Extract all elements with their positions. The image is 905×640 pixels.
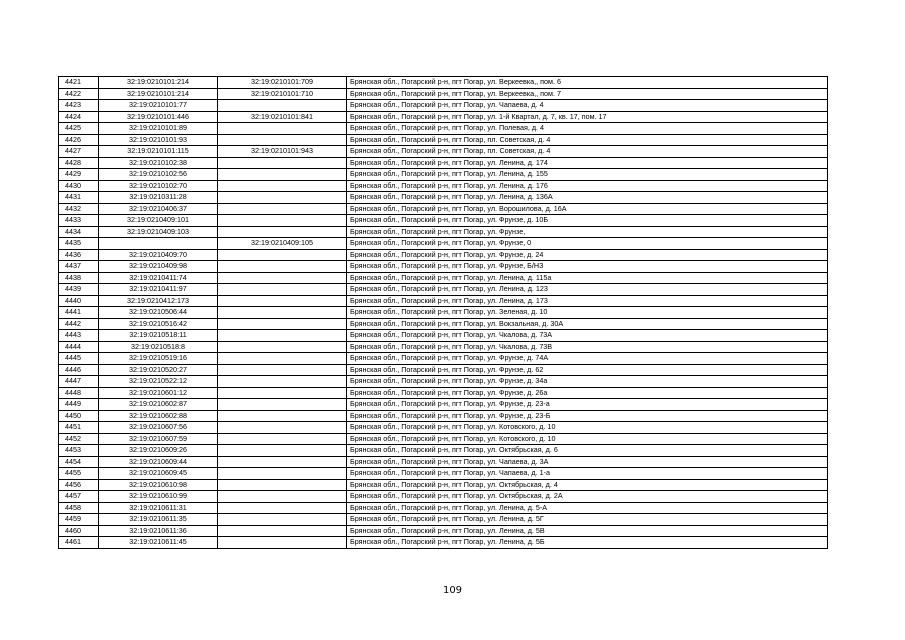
row-number-cell: 4433 bbox=[59, 215, 99, 227]
object-number-cell bbox=[218, 341, 347, 353]
cadastral-number-cell: 32:19:0210609:44 bbox=[99, 456, 218, 468]
table-row bbox=[59, 192, 828, 204]
row-number-cell: 4424 bbox=[59, 111, 99, 123]
cadastral-number-cell: 32:19:0210102:70 bbox=[99, 180, 218, 192]
object-number-cell bbox=[218, 410, 347, 422]
object-number-cell bbox=[218, 203, 347, 215]
row-number-cell: 4453 bbox=[59, 445, 99, 457]
object-number-cell bbox=[218, 479, 347, 491]
row-number-cell: 4459 bbox=[59, 514, 99, 526]
address-cell: Брянская обл., Погарский р-н, пгт Погар, ул. Ленина, д. 155 bbox=[347, 169, 828, 181]
cadastral-number-cell: 32:19:0210101:115 bbox=[99, 146, 218, 158]
address-cell: Брянская обл., Погарский р-н, пгт Погар, ул. Ворошилова, д. 16А bbox=[347, 203, 828, 215]
object-number-cell bbox=[218, 318, 347, 330]
address-cell: Брянская обл., Погарский р-н, пгт Погар, ул. Октябрьская, д. 2А bbox=[347, 491, 828, 503]
cadastral-number-cell: 32:19:0210102:56 bbox=[99, 169, 218, 181]
object-number-cell: 32:19:0210101:943 bbox=[218, 146, 347, 158]
table-row bbox=[59, 353, 828, 365]
address-cell: Брянская обл., Погарский р-н, пгт Погар, ул. Зеленая, д. 10 bbox=[347, 307, 828, 319]
row-number-cell: 4431 bbox=[59, 192, 99, 204]
object-number-cell: 32:19:0210101:709 bbox=[218, 77, 347, 89]
table-row bbox=[59, 387, 828, 399]
cadastral-number-cell bbox=[99, 238, 218, 250]
table-row bbox=[59, 433, 828, 445]
object-number-cell bbox=[218, 261, 347, 273]
address-cell: Брянская обл., Погарский р-н, пгт Погар, ул. Ленина, д. 136А bbox=[347, 192, 828, 204]
cadastral-number-cell: 32:19:0210102:38 bbox=[99, 157, 218, 169]
cadastral-number-cell: 32:19:0210602:87 bbox=[99, 399, 218, 411]
cadastral-number-cell: 32:19:0210518:8 bbox=[99, 341, 218, 353]
row-number-cell: 4458 bbox=[59, 502, 99, 514]
row-number-cell: 4454 bbox=[59, 456, 99, 468]
row-number-cell: 4455 bbox=[59, 468, 99, 480]
row-number-cell: 4450 bbox=[59, 410, 99, 422]
table-row bbox=[59, 479, 828, 491]
table-row bbox=[59, 330, 828, 342]
address-cell: Брянская обл., Погарский р-н, пгт Погар, ул. Чапаева, д. 1-а bbox=[347, 468, 828, 480]
row-number-cell: 4422 bbox=[59, 88, 99, 100]
row-number-cell: 4427 bbox=[59, 146, 99, 158]
cadastral-number-cell: 32:19:0210611:35 bbox=[99, 514, 218, 526]
address-cell: Брянская обл., Погарский р-н, пгт Погар, ул. Котовского, д. 10 bbox=[347, 422, 828, 434]
address-cell: Брянская обл., Погарский р-н, пгт Погар, ул. Чапаева, д. 4 bbox=[347, 100, 828, 112]
address-cell: Брянская обл., Погарский р-н, пгт Погар, ул. Фрунзе, д. 23-а bbox=[347, 399, 828, 411]
object-number-cell bbox=[218, 537, 347, 549]
row-number-cell: 4457 bbox=[59, 491, 99, 503]
cadastral-number-cell: 32:19:0210518:11 bbox=[99, 330, 218, 342]
table-row bbox=[59, 169, 828, 181]
object-number-cell bbox=[218, 376, 347, 388]
table-row bbox=[59, 502, 828, 514]
cadastral-number-cell: 32:19:0210406:37 bbox=[99, 203, 218, 215]
table-row bbox=[59, 134, 828, 146]
object-number-cell bbox=[218, 502, 347, 514]
object-number-cell bbox=[218, 169, 347, 181]
address-cell: Брянская обл., Погарский р-н, пгт Погар, ул. Веркеевка,, пом. 7 bbox=[347, 88, 828, 100]
table-row bbox=[59, 226, 828, 238]
object-number-cell bbox=[218, 399, 347, 411]
row-number-cell: 4444 bbox=[59, 341, 99, 353]
table-row bbox=[59, 525, 828, 537]
address-cell: Брянская обл., Погарский р-н, пгт Погар, ул. Чапаева, д. 3А bbox=[347, 456, 828, 468]
cadastral-number-cell: 32:19:0210516:42 bbox=[99, 318, 218, 330]
table-row bbox=[59, 410, 828, 422]
cadastral-number-cell: 32:19:0210611:31 bbox=[99, 502, 218, 514]
row-number-cell: 4429 bbox=[59, 169, 99, 181]
cadastral-number-cell: 32:19:0210609:26 bbox=[99, 445, 218, 457]
cadastral-number-cell: 32:19:0210409:103 bbox=[99, 226, 218, 238]
address-cell: Брянская обл., Погарский р-н, пгт Погар, ул. Котовского, д. 10 bbox=[347, 433, 828, 445]
object-number-cell bbox=[218, 284, 347, 296]
address-cell: Брянская обл., Погарский р-н, пгт Погар, ул. Фрунзе, 0 bbox=[347, 238, 828, 250]
address-cell: Брянская обл., Погарский р-н, пгт Погар, ул. Ленина, д. 123 bbox=[347, 284, 828, 296]
row-number-cell: 4460 bbox=[59, 525, 99, 537]
cadastral-number-cell: 32:19:0210520:27 bbox=[99, 364, 218, 376]
address-cell: Брянская обл., Погарский р-н, пгт Погар, ул. Ленина, д. 174 bbox=[347, 157, 828, 169]
row-number-cell: 4442 bbox=[59, 318, 99, 330]
cadastral-number-cell: 32:19:0210101:214 bbox=[99, 88, 218, 100]
row-number-cell: 4452 bbox=[59, 433, 99, 445]
address-cell: Брянская обл., Погарский р-н, пгт Погар, ул. 1-й Квартал, д. 7, кв. 17, пом. 17 bbox=[347, 111, 828, 123]
address-cell: Брянская обл., Погарский р-н, пгт Погар, ул. Фрунзе, д. 62 bbox=[347, 364, 828, 376]
row-number-cell: 4430 bbox=[59, 180, 99, 192]
object-number-cell bbox=[218, 157, 347, 169]
table-row bbox=[59, 100, 828, 112]
cadastral-number-cell: 32:19:0210506:44 bbox=[99, 307, 218, 319]
object-number-cell bbox=[218, 307, 347, 319]
table-row bbox=[59, 88, 828, 100]
row-number-cell: 4425 bbox=[59, 123, 99, 135]
address-cell: Брянская обл., Погарский р-н, пгт Погар, ул. Вокзальная, д. 30А bbox=[347, 318, 828, 330]
cadastral-number-cell: 32:19:0210411:74 bbox=[99, 272, 218, 284]
row-number-cell: 4439 bbox=[59, 284, 99, 296]
table-row bbox=[59, 146, 828, 158]
object-number-cell bbox=[218, 468, 347, 480]
table-row bbox=[59, 123, 828, 135]
cadastral-number-cell: 32:19:0210409:70 bbox=[99, 249, 218, 261]
cadastral-number-cell: 32:19:0210602:88 bbox=[99, 410, 218, 422]
address-cell: Брянская обл., Погарский р-н, пгт Погар, ул. Фрунзе, д. 23-Б bbox=[347, 410, 828, 422]
object-number-cell bbox=[218, 215, 347, 227]
object-number-cell bbox=[218, 180, 347, 192]
table-row bbox=[59, 157, 828, 169]
address-cell: Брянская обл., Погарский р-н, пгт Погар, ул. Ленина, д. 5В bbox=[347, 525, 828, 537]
cadastral-number-cell: 32:19:0210610:98 bbox=[99, 479, 218, 491]
object-number-cell bbox=[218, 422, 347, 434]
table-row bbox=[59, 537, 828, 549]
table-row bbox=[59, 422, 828, 434]
object-number-cell bbox=[218, 100, 347, 112]
table-row bbox=[59, 468, 828, 480]
object-number-cell bbox=[218, 353, 347, 365]
row-number-cell: 4445 bbox=[59, 353, 99, 365]
cadastral-number-cell: 32:19:0210409:101 bbox=[99, 215, 218, 227]
address-cell: Брянская обл., Погарский р-н, пгт Погар, ул. Веркеевка,, пом. 6 bbox=[347, 77, 828, 89]
row-number-cell: 4438 bbox=[59, 272, 99, 284]
address-cell: Брянская обл., Погарский р-н, пгт Погар, ул. Чкалова, д. 73В bbox=[347, 341, 828, 353]
cadastral-number-cell: 32:19:0210412:173 bbox=[99, 295, 218, 307]
object-number-cell bbox=[218, 525, 347, 537]
row-number-cell: 4436 bbox=[59, 249, 99, 261]
table-row bbox=[59, 180, 828, 192]
table-row bbox=[59, 203, 828, 215]
row-number-cell: 4451 bbox=[59, 422, 99, 434]
registry-table bbox=[58, 76, 828, 549]
table-row bbox=[59, 445, 828, 457]
cadastral-number-cell: 32:19:0210609:45 bbox=[99, 468, 218, 480]
address-cell: Брянская обл., Погарский р-н, пгт Погар, ул. Фрунзе, д. 26а bbox=[347, 387, 828, 399]
table-row bbox=[59, 364, 828, 376]
table-row bbox=[59, 284, 828, 296]
table-row bbox=[59, 111, 828, 123]
object-number-cell bbox=[218, 123, 347, 135]
table-row bbox=[59, 272, 828, 284]
object-number-cell bbox=[218, 514, 347, 526]
address-cell: Брянская обл., Погарский р-н, пгт Погар, ул. Фрунзе, bbox=[347, 226, 828, 238]
table-row bbox=[59, 77, 828, 89]
address-cell: Брянская обл., Погарский р-н, пгт Погар, ул. Ленина, д. 115а bbox=[347, 272, 828, 284]
registry-table-body bbox=[59, 77, 828, 549]
row-number-cell: 4449 bbox=[59, 399, 99, 411]
cadastral-number-cell: 32:19:0210311:28 bbox=[99, 192, 218, 204]
address-cell: Брянская обл., Погарский р-н, пгт Погар, ул. Фрунзе, д. 34а bbox=[347, 376, 828, 388]
object-number-cell bbox=[218, 226, 347, 238]
table-row bbox=[59, 456, 828, 468]
object-number-cell bbox=[218, 456, 347, 468]
row-number-cell: 4423 bbox=[59, 100, 99, 112]
cadastral-number-cell: 32:19:0210411:97 bbox=[99, 284, 218, 296]
table-row bbox=[59, 514, 828, 526]
table-row bbox=[59, 318, 828, 330]
object-number-cell bbox=[218, 491, 347, 503]
table-row bbox=[59, 215, 828, 227]
cadastral-number-cell: 32:19:0210607:59 bbox=[99, 433, 218, 445]
address-cell: Брянская обл., Погарский р-н, пгт Погар, ул. Фрунзе, д. 24 bbox=[347, 249, 828, 261]
row-number-cell: 4447 bbox=[59, 376, 99, 388]
row-number-cell: 4440 bbox=[59, 295, 99, 307]
object-number-cell bbox=[218, 387, 347, 399]
cadastral-number-cell: 32:19:0210611:36 bbox=[99, 525, 218, 537]
address-cell: Брянская обл., Погарский р-н, пгт Погар, ул. Ленина, д. 5-А bbox=[347, 502, 828, 514]
address-cell: Брянская обл., Погарский р-н, пгт Погар, ул. Полевая, д. 4 bbox=[347, 123, 828, 135]
row-number-cell: 4446 bbox=[59, 364, 99, 376]
address-cell: Брянская обл., Погарский р-н, пгт Погар, ул. Фрунзе, д. 10Б bbox=[347, 215, 828, 227]
address-cell: Брянская обл., Погарский р-н, пгт Погар, ул. Фрунзе, Б/НЗ bbox=[347, 261, 828, 273]
address-cell: Брянская обл., Погарский р-н, пгт Погар, ул. Октябрьская, д. 6 bbox=[347, 445, 828, 457]
row-number-cell: 4434 bbox=[59, 226, 99, 238]
row-number-cell: 4421 bbox=[59, 77, 99, 89]
object-number-cell: 32:19:0210101:841 bbox=[218, 111, 347, 123]
object-number-cell: 32:19:0210101:710 bbox=[218, 88, 347, 100]
row-number-cell: 4441 bbox=[59, 307, 99, 319]
address-cell: Брянская обл., Погарский р-н, пгт Погар, ул. Чкалова, д. 73А bbox=[347, 330, 828, 342]
table-row bbox=[59, 295, 828, 307]
object-number-cell bbox=[218, 445, 347, 457]
cadastral-number-cell: 32:19:0210610:99 bbox=[99, 491, 218, 503]
table-row bbox=[59, 399, 828, 411]
object-number-cell bbox=[218, 295, 347, 307]
address-cell: Брянская обл., Погарский р-н, пгт Погар, ул. Ленина, д. 176 bbox=[347, 180, 828, 192]
address-cell: Брянская обл., Погарский р-н, пгт Погар, пл. Советская, д. 4 bbox=[347, 146, 828, 158]
table-row bbox=[59, 341, 828, 353]
cadastral-number-cell: 32:19:0210101:446 bbox=[99, 111, 218, 123]
row-number-cell: 4432 bbox=[59, 203, 99, 215]
object-number-cell: 32:19:0210409:105 bbox=[218, 238, 347, 250]
table-row bbox=[59, 491, 828, 503]
address-cell: Брянская обл., Погарский р-н, пгт Погар, ул. Ленина, д. 173 bbox=[347, 295, 828, 307]
table-row bbox=[59, 249, 828, 261]
table-row bbox=[59, 238, 828, 250]
page-number: 109 bbox=[442, 585, 463, 596]
cadastral-number-cell: 32:19:0210611:45 bbox=[99, 537, 218, 549]
object-number-cell bbox=[218, 249, 347, 261]
address-cell: Брянская обл., Погарский р-н, пгт Погар, пл. Советская, д. 4 bbox=[347, 134, 828, 146]
address-cell: Брянская обл., Погарский р-н, пгт Погар, ул. Фрунзе, д. 74А bbox=[347, 353, 828, 365]
table-row bbox=[59, 376, 828, 388]
row-number-cell: 4435 bbox=[59, 238, 99, 250]
row-number-cell: 4448 bbox=[59, 387, 99, 399]
row-number-cell: 4428 bbox=[59, 157, 99, 169]
row-number-cell: 4443 bbox=[59, 330, 99, 342]
cadastral-number-cell: 32:19:0210519:16 bbox=[99, 353, 218, 365]
cadastral-number-cell: 32:19:0210101:89 bbox=[99, 123, 218, 135]
address-cell: Брянская обл., Погарский р-н, пгт Погар, ул. Ленина, д. 5Б bbox=[347, 537, 828, 549]
cadastral-number-cell: 32:19:0210409:98 bbox=[99, 261, 218, 273]
cadastral-number-cell: 32:19:0210101:214 bbox=[99, 77, 218, 89]
row-number-cell: 4461 bbox=[59, 537, 99, 549]
cadastral-number-cell: 32:19:0210101:77 bbox=[99, 100, 218, 112]
address-cell: Брянская обл., Погарский р-н, пгт Погар, ул. Ленина, д. 5Г bbox=[347, 514, 828, 526]
cadastral-number-cell: 32:19:0210601:12 bbox=[99, 387, 218, 399]
object-number-cell bbox=[218, 364, 347, 376]
row-number-cell: 4456 bbox=[59, 479, 99, 491]
row-number-cell: 4426 bbox=[59, 134, 99, 146]
row-number-cell: 4437 bbox=[59, 261, 99, 273]
cadastral-number-cell: 32:19:0210522:12 bbox=[99, 376, 218, 388]
object-number-cell bbox=[218, 272, 347, 284]
object-number-cell bbox=[218, 330, 347, 342]
object-number-cell bbox=[218, 192, 347, 204]
cadastral-number-cell: 32:19:0210607:56 bbox=[99, 422, 218, 434]
object-number-cell bbox=[218, 433, 347, 445]
cadastral-number-cell: 32:19:0210101:93 bbox=[99, 134, 218, 146]
table-row bbox=[59, 307, 828, 319]
table-row bbox=[59, 261, 828, 273]
address-cell: Брянская обл., Погарский р-н, пгт Погар, ул. Октябрьская, д. 4 bbox=[347, 479, 828, 491]
object-number-cell bbox=[218, 134, 347, 146]
